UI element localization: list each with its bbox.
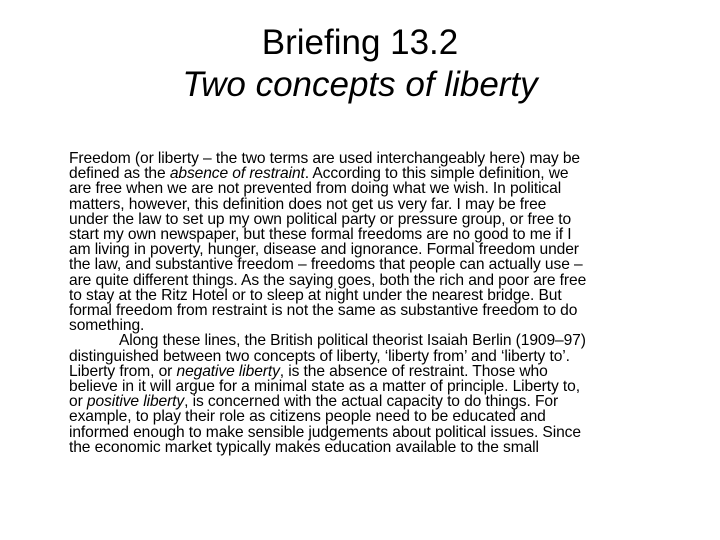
italic-term-positive-liberty: positive liberty (86, 393, 185, 411)
text-span: the law, and substantive freedom – freedoms that people can actually use – (69, 256, 583, 274)
text-line (69, 394, 689, 409)
text-line (69, 242, 689, 257)
text-line (69, 288, 689, 303)
text-span: Freedom (or liberty – the two terms are used interchangeably here) may be (69, 150, 581, 167)
text-line (69, 257, 689, 272)
body-text (69, 151, 689, 455)
text-line (69, 212, 689, 227)
text-span: , is concerned with the actual capacity to do things. For (184, 393, 559, 411)
text-line (69, 409, 689, 424)
text-line (69, 440, 689, 455)
text-line-paragraph-start (69, 333, 689, 348)
text-span: am living in poverty, hunger, disease and ignorance. Formal freedom under (69, 241, 579, 259)
text-line (69, 318, 689, 333)
text-span: informed enough to make sensible judgements about political issues. Since (69, 423, 581, 441)
text-span: or (69, 393, 87, 411)
text-line (69, 425, 689, 440)
text-span: are quite different things. As the saying goes, both the rich and poor are free (69, 271, 587, 289)
text-span: distinguished between two concepts of liberty, ‘liberty from’ and ‘liberty to’. (69, 347, 570, 365)
text-line (69, 349, 689, 364)
text-line (69, 273, 689, 288)
text-span: formal freedom from restraint is not the same as substantive freedom to do (69, 302, 578, 320)
text-span: . According to this simple definition, we (304, 165, 569, 183)
text-span: something. (69, 317, 145, 335)
text-line (69, 303, 689, 318)
title-block (0, 22, 720, 106)
text-span: defined as the (69, 165, 170, 183)
text-line (69, 151, 689, 166)
text-span: believe in it will argue for a minimal state as a matter of principle. Liberty to, (69, 378, 580, 396)
text-span: example, to play their role as citizens people need to be educated and (69, 408, 546, 426)
slide-title: Briefing 13.2 (261, 23, 459, 62)
text-span: are free when we are not prevented from doing what we wish. In political (69, 180, 562, 198)
italic-term-absence-of-restraint: absence of restraint (169, 165, 305, 183)
text-span: , is the absence of restraint. Those who (279, 362, 548, 380)
text-line (69, 166, 689, 181)
italic-term-negative-liberty: negative liberty (176, 362, 280, 380)
text-span: matters, however, this definition does not get us very far. I may be free (69, 195, 547, 213)
text-line (69, 364, 689, 379)
text-span: the economic market typically makes education available to the small (69, 438, 539, 456)
text-span: to stay at the Ritz Hotel or to sleep at night under the nearest bridge. But (69, 286, 562, 304)
text-span: Liberty from, or (69, 362, 177, 380)
text-span: under the law to set up my own political party or pressure group, or free to (69, 210, 572, 228)
slide-subtitle: Two concepts of liberty (182, 65, 538, 104)
text-line (69, 379, 689, 394)
text-line (69, 197, 689, 212)
text-span: start my own newspaper, but these formal freedoms are no good to me if I (69, 226, 572, 244)
text-span: Along these lines, the British political theorist Isaiah Berlin (1909–97) (119, 332, 586, 350)
text-line (69, 227, 689, 242)
text-line (69, 181, 689, 196)
